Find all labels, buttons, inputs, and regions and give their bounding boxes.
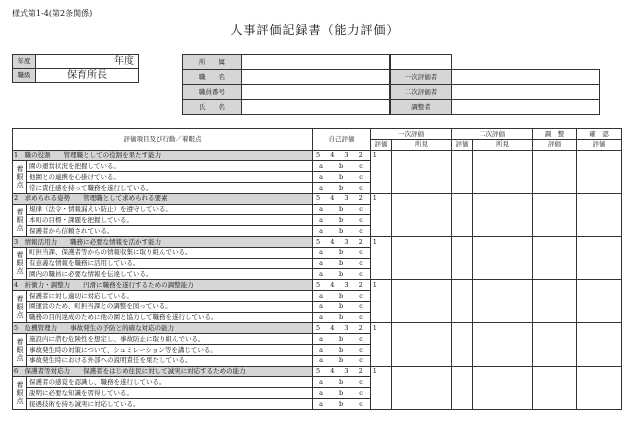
focus-item: 保護者から信頼されている。 [27,226,313,237]
employee-info-box [182,54,600,115]
first-evaluator-field[interactable] [452,70,600,85]
self-score-scale[interactable]: 5 4 3 2 1 [313,236,371,247]
section-title: 5 危機管理力 事故発生の予防と的確な対応の能力 [13,323,313,334]
self-score-scale[interactable]: 5 4 3 2 1 [313,323,371,334]
employee-no-label: 職員番号 [183,85,242,100]
first-eval-header: 一次評価 [371,129,452,140]
position-label: 職級 [13,69,36,83]
first-comment-header: 所見 [392,139,452,150]
self-abc-scale[interactable]: a b c [313,258,371,269]
self-score-scale[interactable]: 5 4 3 2 1 [313,150,371,161]
self-abc-scale[interactable]: a b c [313,172,371,183]
adjust-rating-cell[interactable] [533,280,577,323]
adjust-header: 調 整 [533,129,577,140]
title-label: 職 名 [183,70,242,85]
items-header: 評価項目及び行動／着眼点 [13,129,313,151]
first-comment-cell[interactable] [392,236,452,279]
self-score-scale[interactable]: 5 4 3 2 1 [313,366,371,377]
department-field[interactable] [242,55,390,70]
adjust-rating-cell[interactable] [533,150,577,193]
confirm-header: 確 認 [577,129,622,140]
second-rating-cell[interactable] [452,280,473,323]
form-number: 様式第1-4(第2条関係) [12,9,93,18]
second-comment-cell[interactable] [473,280,533,323]
self-abc-scale[interactable]: a b c [313,215,371,226]
second-comment-cell[interactable] [473,150,533,193]
section-row [13,150,622,161]
self-abc-scale[interactable]: a b c [313,312,371,323]
section-row [13,236,622,247]
second-evaluator-label: 二次評価者 [391,85,452,100]
focus-item: 有意義な情報を職務に活用している。 [27,258,313,269]
second-rating-cell[interactable] [452,236,473,279]
first-comment-cell[interactable] [392,323,452,366]
focus-item: 園の運営状況を把握している。 [27,161,313,172]
adjust-rating-cell[interactable] [533,323,577,366]
year-label: 年度 [13,55,36,69]
page-title: 人事評価記録書（能力評価） [230,23,400,37]
focus-item: 保護者の感覚を認識し、職務を遂行している。 [27,377,313,388]
first-comment-cell[interactable] [392,280,452,323]
focus-item: 説明に必要な知識を習得している。 [27,388,313,399]
focus-label: 着眼点 [13,161,27,193]
second-rating-cell[interactable] [452,323,473,366]
confirm-rating-cell[interactable] [577,236,622,279]
confirm-rating-cell[interactable] [577,366,622,409]
focus-item: 職務の目的達成のために他の園と協力して職務を遂行している。 [27,312,313,323]
confirm-rating-cell[interactable] [577,150,622,193]
self-score-scale[interactable]: 5 4 3 2 1 [313,193,371,204]
name-label: 氏 名 [183,100,242,115]
focus-item: 他園との連携を心掛けている。 [27,172,313,183]
self-abc-scale[interactable]: a b c [313,301,371,312]
adjuster-field[interactable] [452,100,600,115]
section-row [13,323,622,334]
second-eval-header: 二次評価 [452,129,533,140]
department-label: 所 属 [183,55,242,70]
adjust-rating-cell[interactable] [533,236,577,279]
self-abc-scale[interactable]: a b c [313,247,371,258]
focus-item: 本町の目標・課題を把握している。 [27,215,313,226]
confirm-rating-cell[interactable] [577,280,622,323]
employee-no-field[interactable] [242,85,390,100]
adjust-rating-header: 評価 [533,139,577,150]
adjuster-label: 調整者 [391,100,452,115]
self-abc-scale[interactable]: a b c [313,182,371,193]
first-comment-cell[interactable] [392,366,452,409]
self-abc-scale[interactable]: a b c [313,344,371,355]
first-comment-cell[interactable] [392,150,452,193]
second-evaluator-field[interactable] [452,85,600,100]
focus-label: 着眼点 [13,334,27,366]
year-value[interactable]: 年度 [36,55,139,69]
focus-item: 接遇技術を持ち誠実に対応している。 [27,398,313,409]
second-rating-header: 評価 [452,139,473,150]
focus-label: 着眼点 [13,247,27,279]
first-evaluator-label: 一次評価者 [391,70,452,85]
first-comment-cell[interactable] [392,193,452,236]
self-abc-scale[interactable]: a b c [313,269,371,280]
section-title: 6 保護者等対応力 保護者をはじめ住民に対して誠実に対応するための能力 [13,366,313,377]
self-abc-scale[interactable]: a b c [313,226,371,237]
self-abc-scale[interactable]: a b c [313,204,371,215]
second-rating-cell[interactable] [452,366,473,409]
self-abc-scale[interactable]: a b c [313,334,371,345]
confirm-rating-cell[interactable] [577,193,622,236]
self-score-scale[interactable]: 5 4 3 2 1 [313,280,371,291]
name-field[interactable] [242,100,390,115]
adjust-rating-cell[interactable] [533,366,577,409]
year-position-box [12,54,139,83]
first-rating-header: 評価 [371,139,392,150]
second-comment-cell[interactable] [473,366,533,409]
section-title: 2 求められる姿勢 管理職として求められる要素 [13,193,313,204]
section-row [13,193,622,204]
self-abc-scale[interactable]: a b c [313,398,371,409]
focus-item: 施設内に潜む危険性を想定し、事故防止に取り組んでいる。 [27,334,313,345]
evaluation-table [12,128,622,410]
confirm-rating-header: 評価 [577,139,622,150]
self-abc-scale[interactable]: a b c [313,290,371,301]
focus-item: 園運営のため、町担当課との調整を図っている。 [27,301,313,312]
self-abc-scale[interactable]: a b c [313,377,371,388]
focus-item: 規律（法令・情報漏えい防止）を遵守している。 [27,204,313,215]
second-comment-cell[interactable] [473,236,533,279]
focus-item: 園内の職員に必要な情報を伝達している。 [27,269,313,280]
position-value[interactable]: 保育所長 [36,69,139,83]
focus-item: 保護者に対し適切に対応している。 [27,290,313,301]
second-rating-cell[interactable] [452,150,473,193]
focus-label: 着眼点 [13,204,27,236]
self-abc-scale[interactable]: a b c [313,161,371,172]
focus-item: 常に責任感を持って職務を遂行している。 [27,182,313,193]
focus-label: 着眼点 [13,377,27,409]
section-title: 1 職の役割 管理職としての役割を果たす能力 [13,150,313,161]
second-comment-header: 所見 [473,139,533,150]
confirm-rating-cell[interactable] [577,323,622,366]
second-comment-cell[interactable] [473,193,533,236]
focus-label: 着眼点 [13,290,27,322]
focus-item: 事故発生時における外部への説明責任を果たしている。 [27,355,313,366]
adjust-rating-cell[interactable] [533,193,577,236]
section-row [13,280,622,291]
second-rating-cell[interactable] [452,193,473,236]
self-abc-scale[interactable]: a b c [313,355,371,366]
second-comment-cell[interactable] [473,323,533,366]
title-field[interactable] [242,70,390,85]
section-title: 3 情報活用力 職務に必要な情報を活かす能力 [13,236,313,247]
focus-item: 町担当課、保護者等からの情報収集に取り組んでいる。 [27,247,313,258]
self-eval-header: 自己評価 [313,129,371,151]
section-row [13,366,622,377]
section-title: 4 折衝力・調整力 円滑に職務を遂行するための調整能力 [13,280,313,291]
focus-item: 事故発生時の対策について、シュミレーション等を講じている。 [27,344,313,355]
self-abc-scale[interactable]: a b c [313,388,371,399]
